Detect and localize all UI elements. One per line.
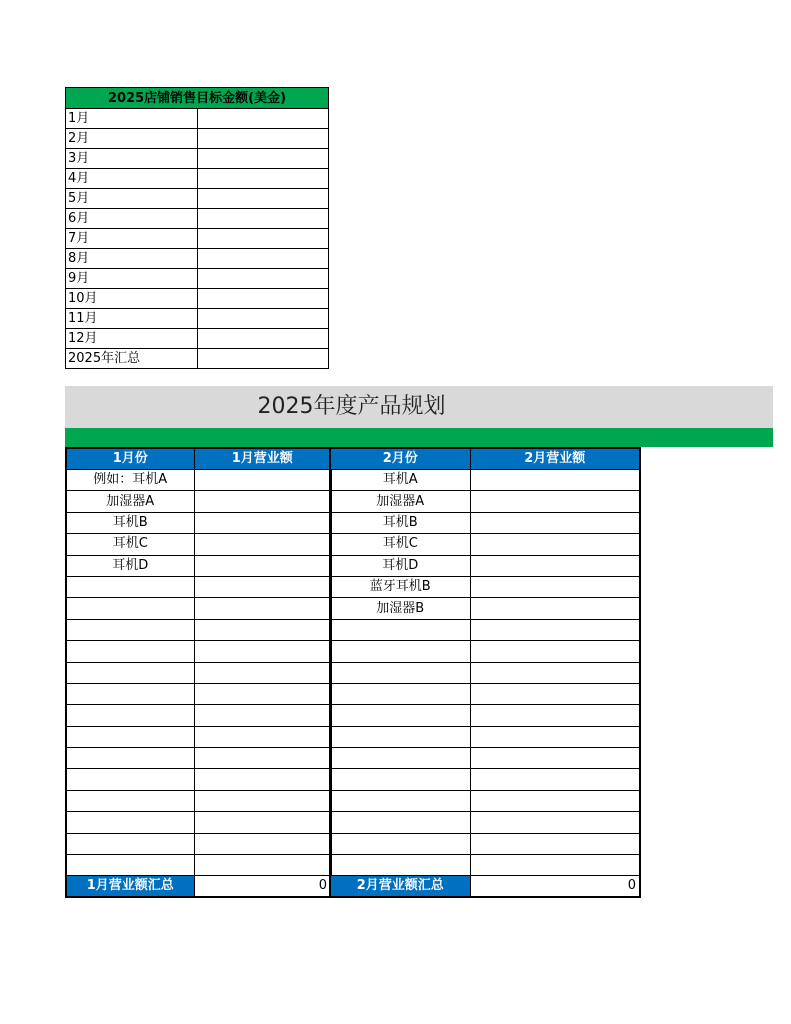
target-row-label: 7月 (66, 229, 198, 249)
target-row (66, 349, 329, 369)
product-cell[interactable] (330, 683, 470, 704)
revenue-cell[interactable] (470, 598, 640, 619)
product-cell[interactable] (330, 769, 470, 790)
total-label: 1月营业额汇总 (66, 876, 194, 898)
plan-row (330, 726, 640, 747)
target-row-label: 11月 (66, 309, 198, 329)
plan-row (66, 812, 331, 833)
revenue-cell[interactable] (470, 662, 640, 683)
revenue-cell[interactable] (470, 576, 640, 597)
month-header: 1月份 (66, 448, 194, 470)
product-cell[interactable] (66, 769, 194, 790)
revenue-cell[interactable] (194, 662, 331, 683)
target-row (66, 129, 329, 149)
revenue-cell[interactable] (470, 470, 640, 491)
plan-row (330, 641, 640, 662)
plan-row (66, 790, 331, 811)
target-row (66, 309, 329, 329)
revenue-cell[interactable] (194, 512, 331, 533)
revenue-cell[interactable] (194, 576, 331, 597)
plan-row (66, 512, 331, 533)
product-cell[interactable] (66, 683, 194, 704)
target-row (66, 329, 329, 349)
product-cell[interactable]: 蓝牙耳机B (330, 576, 470, 597)
plan-row (66, 598, 331, 619)
target-amount-cell[interactable] (197, 349, 329, 369)
sales-target-table (65, 87, 329, 369)
plan-row (330, 619, 640, 640)
plan-total-row (330, 876, 640, 898)
product-cell[interactable] (66, 705, 194, 726)
target-row-label: 1月 (66, 109, 198, 129)
plan-row (66, 705, 331, 726)
product-cell[interactable]: 加湿器A (66, 491, 194, 512)
plan-row (330, 534, 640, 555)
sales-target-title: 2025店铺销售目标金额(美金) (66, 88, 329, 109)
revenue-cell[interactable] (470, 512, 640, 533)
product-cell[interactable]: 耳机C (330, 534, 470, 555)
product-cell[interactable] (330, 641, 470, 662)
target-amount-cell[interactable] (197, 149, 329, 169)
plan-row (330, 855, 640, 876)
revenue-cell[interactable] (470, 683, 640, 704)
plan-row (330, 833, 640, 854)
plan-row (330, 598, 640, 619)
plan-row (66, 534, 331, 555)
product-cell[interactable]: 加湿器A (330, 491, 470, 512)
product-cell[interactable]: 例如：耳机A (66, 470, 194, 491)
target-amount-cell[interactable] (197, 269, 329, 289)
product-cell[interactable] (330, 619, 470, 640)
plan-row (66, 576, 331, 597)
product-cell[interactable] (66, 855, 194, 876)
revenue-cell[interactable] (194, 641, 331, 662)
revenue-cell[interactable] (470, 555, 640, 576)
plan-row (66, 726, 331, 747)
target-row (66, 189, 329, 209)
revenue-cell[interactable] (194, 790, 331, 811)
total-label: 2月营业额汇总 (330, 876, 470, 898)
plan-row (66, 855, 331, 876)
target-row (66, 109, 329, 129)
product-cell[interactable] (66, 790, 194, 811)
target-row (66, 229, 329, 249)
target-row-label: 2025年汇总 (66, 349, 198, 369)
plan-row (66, 619, 331, 640)
product-cell[interactable] (66, 662, 194, 683)
plan-row (66, 641, 331, 662)
plan-row (66, 491, 331, 512)
plan-row (66, 683, 331, 704)
revenue-cell[interactable] (470, 491, 640, 512)
target-row (66, 169, 329, 189)
total-value: 0 (194, 876, 331, 898)
total-value: 0 (470, 876, 640, 898)
product-cell[interactable] (330, 726, 470, 747)
plan-row (66, 555, 331, 576)
product-cell[interactable] (66, 619, 194, 640)
product-cell[interactable] (66, 833, 194, 854)
plan-table-jan (65, 447, 332, 898)
revenue-cell[interactable] (470, 726, 640, 747)
plan-row (330, 790, 640, 811)
target-row (66, 209, 329, 229)
plan-row (66, 470, 331, 491)
revenue-cell[interactable] (470, 812, 640, 833)
product-cell[interactable] (330, 833, 470, 854)
product-cell[interactable] (330, 790, 470, 811)
target-amount-cell[interactable] (197, 229, 329, 249)
revenue-cell[interactable] (470, 769, 640, 790)
target-row (66, 269, 329, 289)
target-row-label: 2月 (66, 129, 198, 149)
banner (65, 386, 773, 428)
revenue-cell[interactable] (194, 534, 331, 555)
revenue-cell[interactable] (194, 769, 331, 790)
revenue-cell[interactable] (470, 705, 640, 726)
target-amount-cell[interactable] (197, 309, 329, 329)
target-amount-cell[interactable] (197, 289, 329, 309)
revenue-cell[interactable] (470, 855, 640, 876)
revenue-cell[interactable] (194, 619, 331, 640)
plan-header-row (66, 448, 331, 470)
revenue-header: 2月营业额 (470, 448, 640, 470)
revenue-cell[interactable] (470, 641, 640, 662)
revenue-cell[interactable] (470, 790, 640, 811)
product-cell[interactable]: 耳机D (66, 555, 194, 576)
product-cell[interactable]: 耳机A (330, 470, 470, 491)
target-amount-cell[interactable] (197, 329, 329, 349)
revenue-cell[interactable] (470, 534, 640, 555)
plan-table-feb (329, 447, 641, 898)
plan-row (330, 662, 640, 683)
product-cell[interactable] (330, 748, 470, 769)
page-title: 2025年度产品规划 (257, 394, 446, 419)
revenue-cell[interactable] (194, 855, 331, 876)
revenue-cell[interactable] (470, 619, 640, 640)
target-amount-cell[interactable] (197, 109, 329, 129)
product-cell[interactable] (66, 748, 194, 769)
target-row-label: 10月 (66, 289, 198, 309)
product-cell[interactable] (66, 812, 194, 833)
target-amount-cell[interactable] (197, 189, 329, 209)
plan-row (66, 662, 331, 683)
plan-row (66, 769, 331, 790)
plan-row (330, 555, 640, 576)
target-amount-cell[interactable] (197, 129, 329, 149)
product-cell[interactable] (66, 598, 194, 619)
revenue-cell[interactable] (194, 833, 331, 854)
target-row-label: 3月 (66, 149, 198, 169)
target-row-label: 12月 (66, 329, 198, 349)
product-cell[interactable] (66, 641, 194, 662)
revenue-cell[interactable] (194, 555, 331, 576)
product-cell[interactable] (66, 576, 194, 597)
plan-row (66, 748, 331, 769)
product-cell[interactable] (330, 812, 470, 833)
target-row (66, 149, 329, 169)
product-cell[interactable]: 耳机C (66, 534, 194, 555)
product-cell[interactable]: 加湿器B (330, 598, 470, 619)
plan-row (330, 705, 640, 726)
revenue-cell[interactable] (470, 833, 640, 854)
revenue-cell[interactable] (194, 812, 331, 833)
revenue-cell[interactable] (470, 748, 640, 769)
plan-row (330, 512, 640, 533)
product-cell[interactable] (66, 726, 194, 747)
target-row-label: 8月 (66, 249, 198, 269)
green-divider (65, 428, 773, 447)
plan-header-row (330, 448, 640, 470)
revenue-cell[interactable] (194, 683, 331, 704)
revenue-cell[interactable] (194, 470, 331, 491)
revenue-cell[interactable] (194, 748, 331, 769)
revenue-cell[interactable] (194, 598, 331, 619)
target-row (66, 289, 329, 309)
plan-row (66, 833, 331, 854)
plan-row (330, 769, 640, 790)
target-amount-cell[interactable] (197, 209, 329, 229)
target-amount-cell[interactable] (197, 169, 329, 189)
plan-row (330, 683, 640, 704)
revenue-header: 1月营业额 (194, 448, 331, 470)
product-cell[interactable]: 耳机B (66, 512, 194, 533)
product-cell[interactable] (330, 662, 470, 683)
plan-total-row (66, 876, 331, 898)
target-row-label: 5月 (66, 189, 198, 209)
target-row-label: 4月 (66, 169, 198, 189)
month-header: 2月份 (330, 448, 470, 470)
target-row (66, 249, 329, 269)
target-row-label: 6月 (66, 209, 198, 229)
revenue-cell[interactable] (194, 705, 331, 726)
product-cell[interactable] (330, 705, 470, 726)
plan-row (330, 491, 640, 512)
revenue-cell[interactable] (194, 491, 331, 512)
plan-row (330, 812, 640, 833)
plan-row (330, 576, 640, 597)
plan-row (330, 470, 640, 491)
plan-row (330, 748, 640, 769)
product-cell[interactable]: 耳机D (330, 555, 470, 576)
target-amount-cell[interactable] (197, 249, 329, 269)
target-row-label: 9月 (66, 269, 198, 289)
product-cell[interactable] (330, 855, 470, 876)
revenue-cell[interactable] (194, 726, 331, 747)
product-cell[interactable]: 耳机B (330, 512, 470, 533)
